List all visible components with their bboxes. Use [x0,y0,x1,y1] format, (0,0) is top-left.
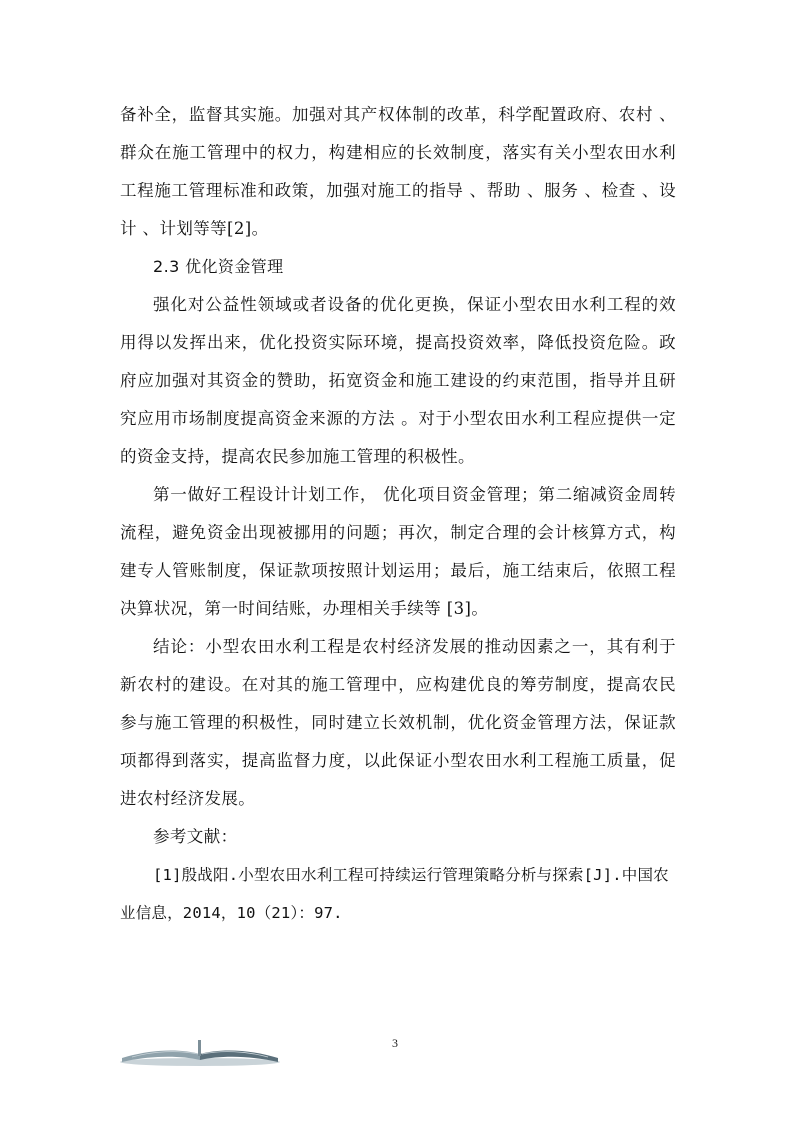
paragraph-conclusion: 结论：小型农田水利工程是农村经济发展的推动因素之一，其有利于新农村的建设。在对其的施工管理中，应构建优良的筹劳制度，提高农民参与施工管理的积极性，同时建立长效机制，优化资金管理方法，保证款项都得到落实，提高监督力度，以此保证小型农田水利工程施工质量，促进农村经济发展。 [120,637,676,808]
references-heading: 参考文献： [153,827,238,846]
page-number: 3 [392,1036,398,1050]
book-bookmark [198,1040,201,1056]
paragraph-funding: 强化对公益性领域或者设备的优化更换，保证小型农田水利工程的效用得以发挥出来，优化投资实际环境，提高投资效率，降低投资危险。政府应加强对其资金的赞助，拓宽资金和施工建设的约束范围，指导并且研究应用市场制度提高资金来源的方法 。对于小型农田水利工程应提供一定的资金支持，提高农民参加施工管理的积极性。 [120,295,676,466]
section-heading-2-3: 2.3 优化资金管理 [153,257,284,276]
paragraph-continuation: 备补全，监督其实施。加强对其产权体制的改革，科学配置政府、农村 、群众在施工管理中的权力，构建相应的长效制度，落实有关小型农田水利工程施工管理标准和政策，加强对施工的指导 、帮助 、服务 、检查 、设计 、计划等等[2]。 [120,105,676,238]
reference-item-1: [1]殷战阳.小型农田水利工程可持续运行管理策略分析与探索[J].中国农业信息，2014，10（21）：97. [120,866,669,922]
open-book-icon [118,1030,282,1068]
paragraph-steps: 第一做好工程设计计划工作， 优化项目资金管理；第二缩减资金周转流程，避免资金出现被挪用的问题；再次，制定合理的会计核算方式，构建专人管账制度，保证款项按照计划运用；最后，施工结束后，依照工程决算状况，第一时间结账，办理相关手续等 [3]。 [120,485,676,618]
document-body [120,96,676,932]
